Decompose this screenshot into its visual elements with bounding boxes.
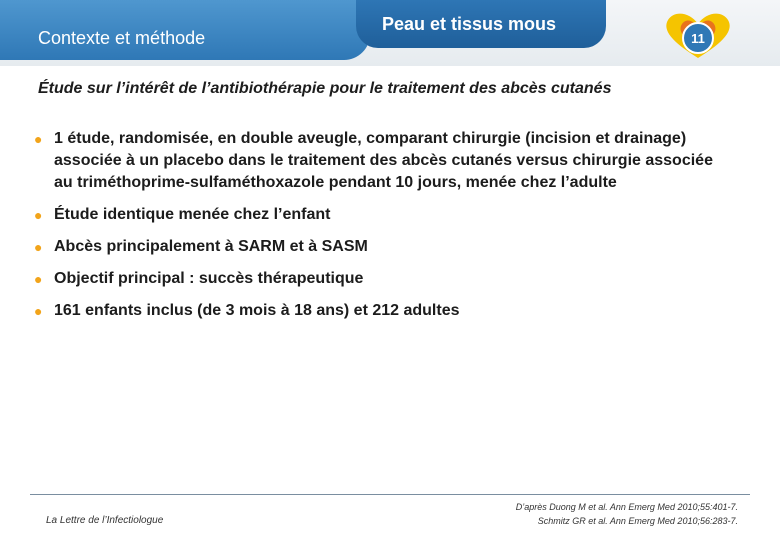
bullet-icon: ● [34,303,43,319]
section-tab [0,0,370,60]
bullet-text: Abcès principalement à SARM et à SASM [54,238,368,255]
section-label: Contexte et méthode [38,28,206,48]
references [430,500,738,528]
page-title: Peau et tissus mous [382,14,557,34]
bullet-icon: ● [34,239,43,255]
list-item [34,236,724,258]
bullet-icon: ● [34,207,43,223]
reference-line: D’après Duong M et al. Ann Emerg Med 2010;55:401-7. [515,502,738,512]
publication-name: La Lettre de l’Infectiologue [46,515,164,526]
bullet-list [34,128,724,332]
page-number-logo [652,8,744,62]
list-item [34,300,724,322]
bullet-text: 1 étude, randomisée, en double aveugle, comparant chirurgie (incision et drainage) associée à un placebo dans le traitement des abcès cutanés versus chirurgie associée au triméthoprime-sulfaméthoxazole pendant 10 jours, menée chez l’adulte [54,130,713,191]
reference-line: Schmitz GR et al. Ann Emerg Med 2010;56:283-7. [537,516,738,526]
bullet-icon: ● [34,271,43,287]
list-item [34,268,724,290]
title-tab [356,0,606,48]
bullet-text: 161 enfants inclus (de 3 mois à 18 ans) et 212 adultes [54,302,460,319]
bullet-text: Étude identique menée chez l’enfant [54,206,331,223]
bullet-text: Objectif principal : succès thérapeutique [54,270,364,287]
list-item [34,128,724,194]
heart-logo-icon [652,8,744,62]
slide-heading: Étude sur l’intérêt de l’antibiothérapie pour le traitement des abcès cutanés [38,80,612,97]
page-number: 11 [691,31,705,46]
bullet-icon: ● [34,131,43,147]
list-item [34,204,724,226]
footer-divider [30,494,750,495]
